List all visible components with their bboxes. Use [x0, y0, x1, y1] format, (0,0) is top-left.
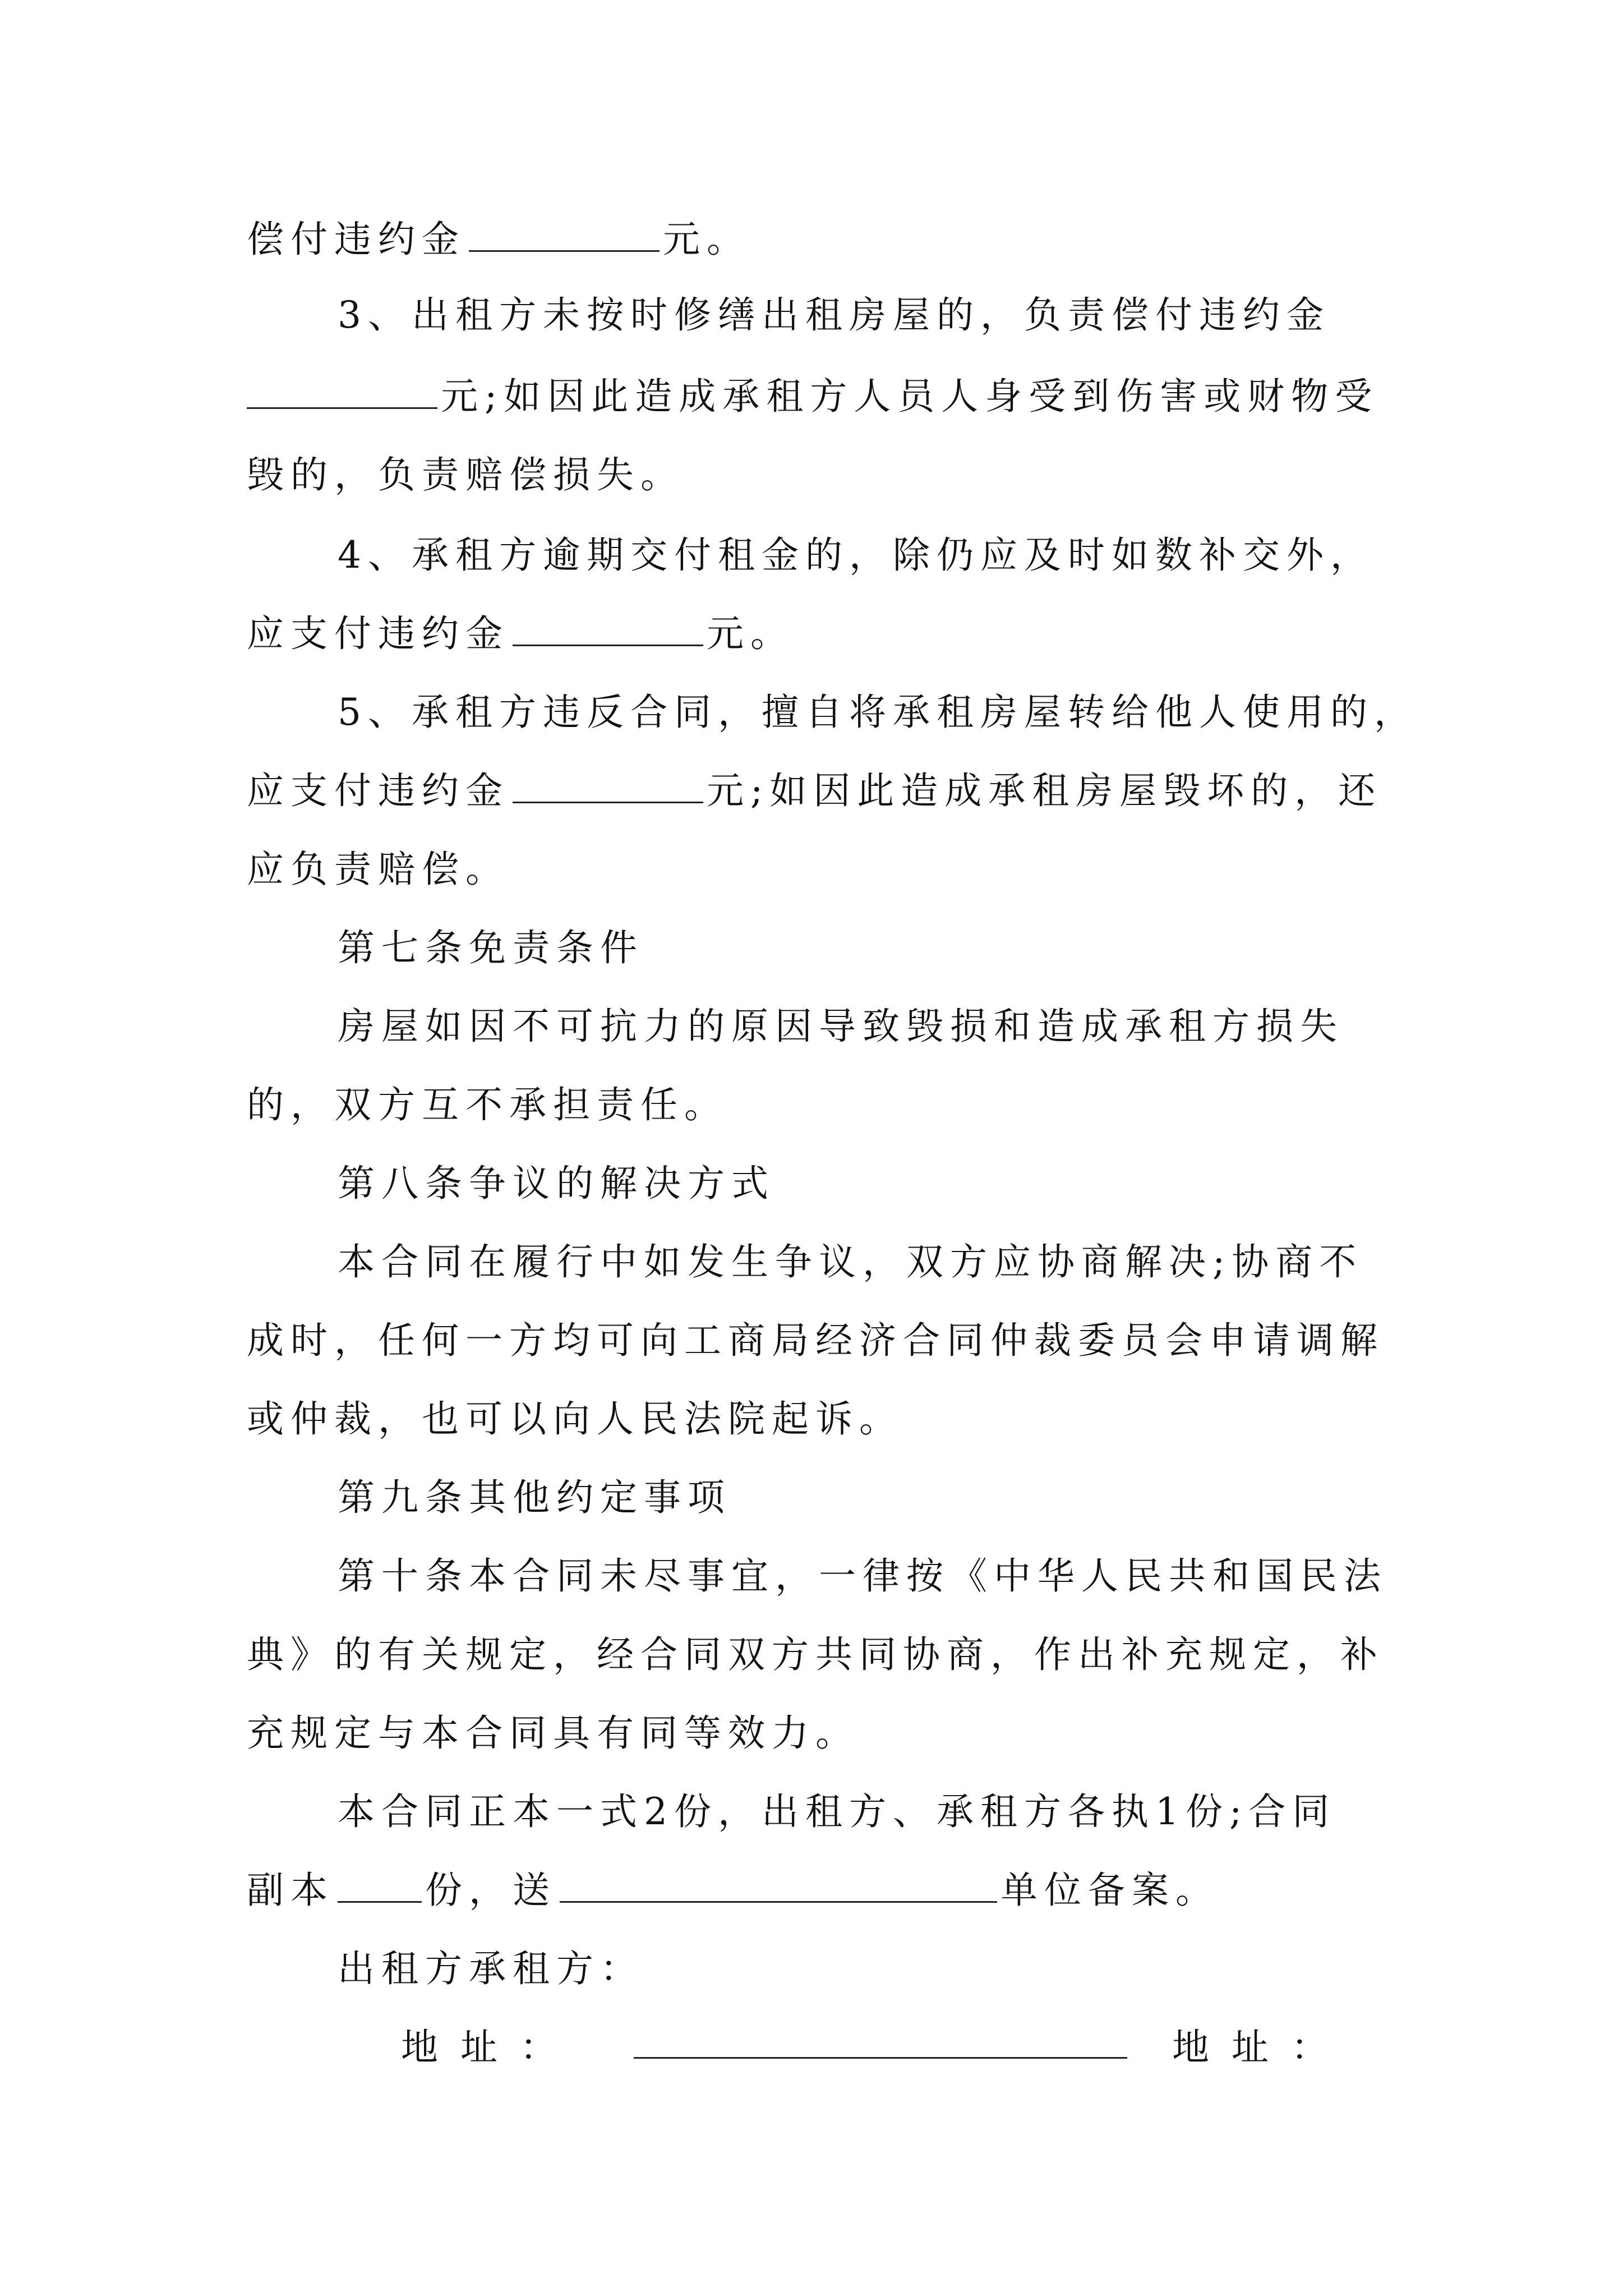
paragraph-line: 5、承租方违反合同，擅自将承租房屋转给他人使用的， — [338, 691, 1418, 734]
paragraph-line: 3、出租方未按时修缮出租房屋的，负责偿付违约金 — [338, 293, 1330, 337]
section-heading: 第九条其他约定事项 — [338, 1476, 731, 1519]
paragraph-line: 第十条本合同未尽事宜，一律按《中华人民共和国民法 — [338, 1554, 1387, 1598]
paragraph-line: 的，双方互不承担责任。 — [247, 1083, 728, 1126]
paragraph-line: 或仲裁，也可以向人民法院起诉。 — [247, 1397, 903, 1441]
paragraph-line: 应负责赔偿。 — [247, 848, 509, 891]
paragraph-line: 4、承租方逾期交付租金的，除仍应及时如数补交外， — [338, 533, 1374, 577]
paragraph-line: 偿付违约金 元。 — [247, 218, 750, 261]
paragraph-line: 房屋如因不可抗力的原因导致毁损和造成承租方损失 — [338, 1005, 1344, 1048]
signature-heading: 出租方承租方： — [338, 1947, 644, 1990]
fill-in-blank — [513, 769, 703, 803]
paragraph-line: 典》的有关规定，经合同双方共同协商，作出补充规定，补 — [247, 1633, 1384, 1676]
paragraph-line: 本合同在履行中如发生争议，双方应协商解决;协商不 — [338, 1240, 1363, 1283]
fill-in-blank — [247, 375, 437, 409]
fill-in-blank — [338, 1869, 422, 1903]
paragraph-line: 应支付违约金 元。 — [247, 612, 794, 655]
paragraph-line: 本合同正本一式2份，出租方、承租方各执1份;合同 — [338, 1790, 1336, 1833]
signature-address-row — [247, 2022, 1385, 2078]
lessor-address-label: 地址： — [401, 2026, 579, 2069]
section-heading: 第七条免责条件 — [338, 926, 644, 969]
section-heading: 第八条争议的解决方式 — [338, 1162, 775, 1205]
paragraph-line: 毁的，负责赔偿损失。 — [247, 453, 684, 496]
paragraph-line: 元;如因此造成承租方人员人身受到伤害或财物受 — [247, 371, 1385, 422]
lessor-address-blank — [634, 2022, 1127, 2059]
lessee-address-label: 地址： — [1172, 2026, 1350, 2069]
paragraph-line: 成时，任何一方均可向工商局经济合同仲裁委员会申请调解 — [247, 1319, 1384, 1362]
fill-in-blank — [469, 218, 660, 252]
paragraph-line: 应支付违约金 元;如因此造成承租房屋毁坏的，还 — [247, 769, 1382, 812]
paragraph-line: 副本 份，送 单位备案。 — [247, 1869, 1219, 1912]
fill-in-blank — [560, 1869, 997, 1903]
fill-in-blank — [513, 612, 703, 646]
paragraph-line: 充规定与本合同具有同等效力。 — [247, 1711, 859, 1755]
